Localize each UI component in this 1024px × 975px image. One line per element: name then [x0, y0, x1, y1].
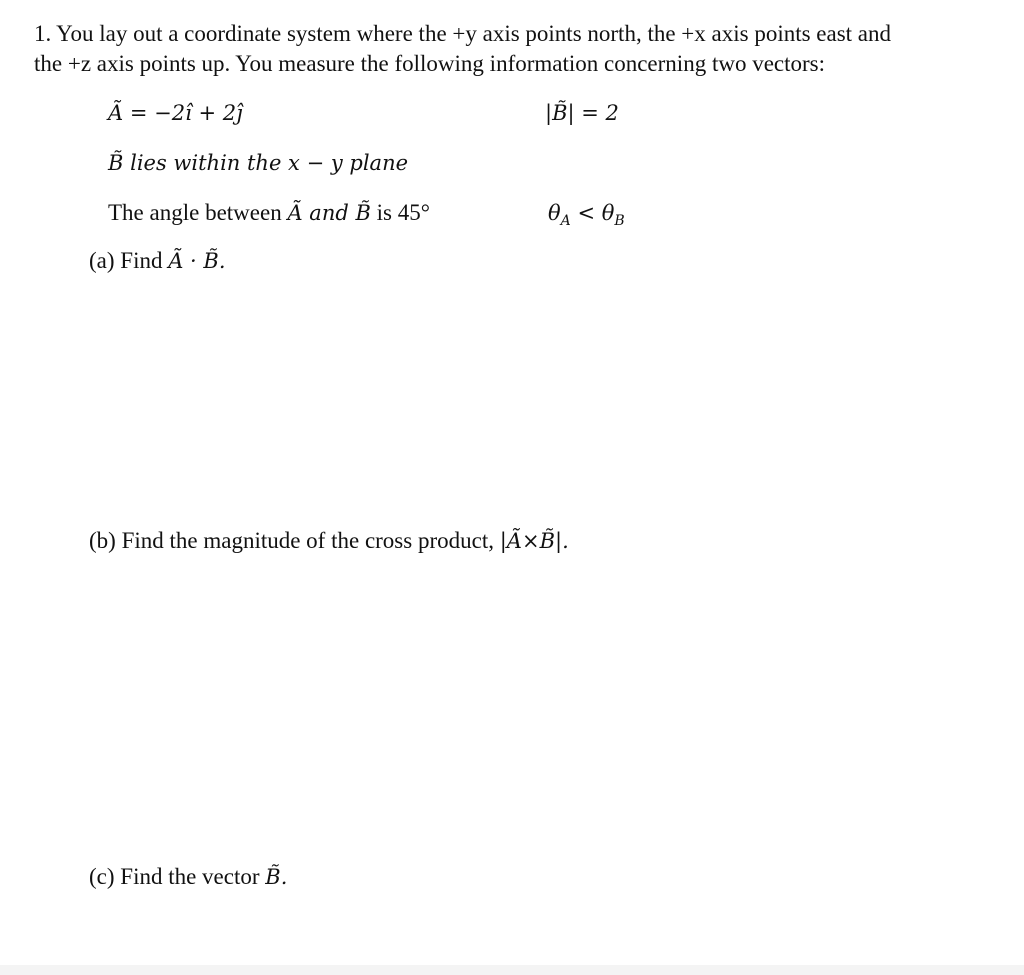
vector-b-magnitude: |B̃| = 2	[545, 101, 619, 125]
problem-intro-line-1	[34, 20, 891, 48]
angle-statement	[108, 199, 430, 227]
angle-prefix: The angle between	[108, 200, 288, 225]
part-b-label: (b) Find the magnitude of the cross product,	[89, 528, 500, 553]
part-a-label: (a) Find	[89, 248, 169, 273]
theta-relation-text: $\theta_A < \theta_B$	[548, 201, 625, 230]
part-c-label: (c) Find the vector	[89, 864, 266, 889]
part-a	[89, 247, 226, 275]
part-c	[89, 863, 287, 891]
problem-number: 1.	[34, 21, 52, 46]
part-c-math: B̃.	[265, 865, 288, 889]
theta-relation	[548, 199, 625, 235]
vector-a-definition: Ã = −2î + 2ĵ	[108, 101, 243, 125]
part-a-math: Ã · B̃.	[168, 249, 226, 273]
angle-vectors: Ã and B̃	[287, 201, 371, 225]
page-bottom-edge	[0, 965, 1024, 975]
vector-b-plane-statement: B̃ lies within the x − y plane	[108, 151, 409, 175]
part-b	[89, 527, 569, 555]
part-b-math: |Ã×B̃|.	[499, 529, 569, 553]
problem-intro-line-2	[34, 50, 825, 78]
intro-text-1: You lay out a coordinate system where the +y axis points north, the +x axis points east and	[56, 21, 892, 46]
intro-text-2: the +z axis points up. You measure the following information concerning two vectors:	[34, 51, 825, 76]
angle-suffix: is 45°	[370, 200, 430, 225]
